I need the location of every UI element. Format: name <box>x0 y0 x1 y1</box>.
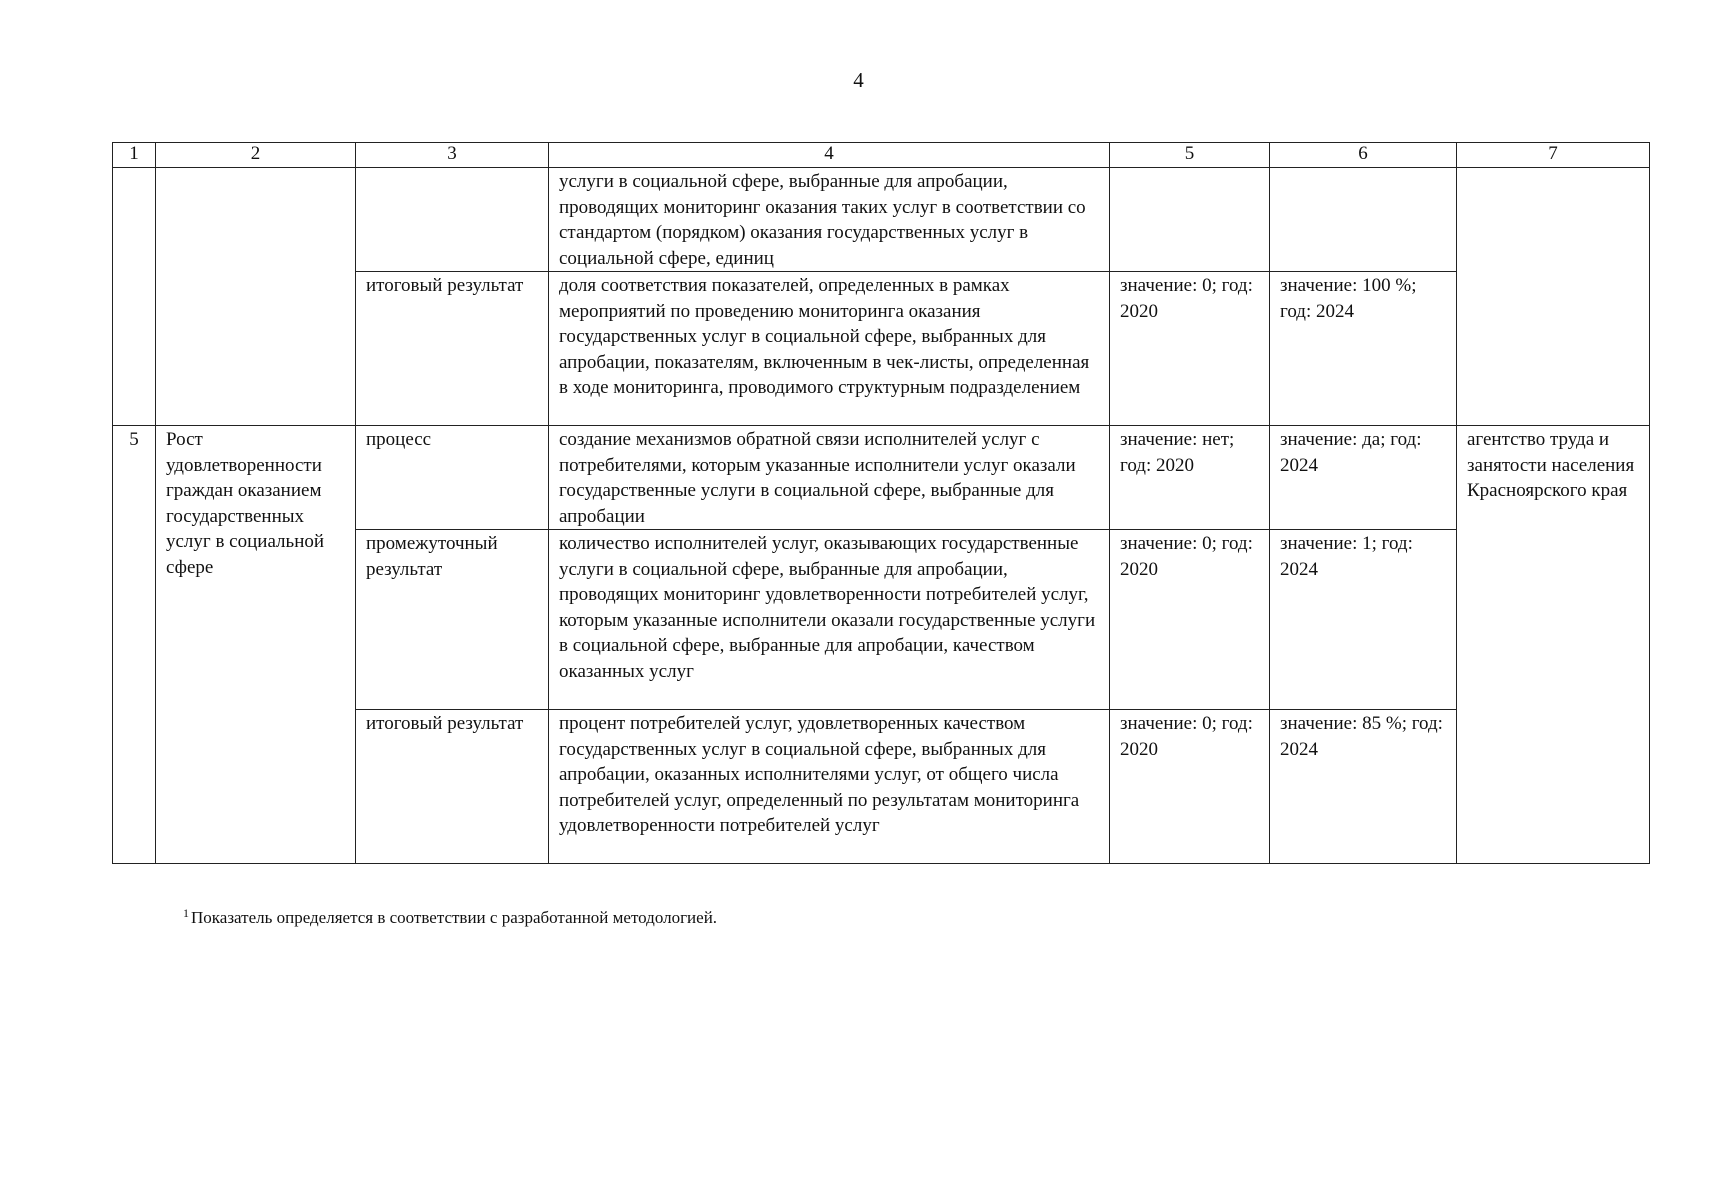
cell-base-value: значение: 0; год: 2020 <box>1110 710 1270 864</box>
header-row <box>113 143 1650 168</box>
indicators-table <box>112 142 1650 864</box>
footnote <box>183 906 717 928</box>
cell-target-value: значение: 100 %; год: 2024 <box>1270 272 1457 426</box>
footnote-marker: 1 <box>183 906 189 920</box>
cell-target-value: значение: 1; год: 2024 <box>1270 530 1457 710</box>
cell-stage: итоговый результат <box>356 710 549 864</box>
cell-stage: процесс <box>356 426 549 530</box>
page-number: 4 <box>853 68 864 92</box>
footnote-text: Показатель определяется в соответствии с разработанной методологией. <box>191 908 718 927</box>
cell-indicator: доля соответствия показателей, определенных в рамках мероприятий по проведению мониторинга оказания государственных услуг в социальной сфере, выбранных для апробации, показателям, включенным в чек-листы, определенная в ходе мониторинга, проводимого структурным подразделением <box>549 272 1110 426</box>
cell-indicator: услуги в социальной сфере, выбранные для апробации, проводящих мониторинг оказания таких услуг в соответствии со стандартом (порядком) оказания государственных услуг в социальной сфере, единиц <box>549 168 1110 272</box>
cell-indicator: процент потребителей услуг, удовлетворенных качеством государственных услуг в социальной сфере, выбранных для апробации, оказанных исполнителями услуг, от общего числа потребителей услуг, определенный по результатам мониторинга удовлетворенности потребителей услуг <box>549 710 1110 864</box>
column-header-3: 3 <box>356 143 549 168</box>
cell-base-value: значение: 0; год: 2020 <box>1110 530 1270 710</box>
cell-number: 5 <box>113 426 156 864</box>
cell-responsible-continued <box>1457 168 1650 426</box>
cell-indicator: создание механизмов обратной связи исполнителей услуг с потребителями, которым указанные исполнители услуг оказали государственные услуги в социальной сфере, выбранные для апробации <box>549 426 1110 530</box>
cell-stage: промежуточный результат <box>356 530 549 710</box>
column-header-2: 2 <box>156 143 356 168</box>
cell-responsible: агентство труда и занятости населения Красноярского края <box>1457 426 1650 864</box>
column-header-6: 6 <box>1270 143 1457 168</box>
cell-stage <box>356 168 549 272</box>
cell-base-value: значение: 0; год: 2020 <box>1110 272 1270 426</box>
cell-stage: итоговый результат <box>356 272 549 426</box>
cell-target-value: значение: 85 %; год: 2024 <box>1270 710 1457 864</box>
column-header-4: 4 <box>549 143 1110 168</box>
cell-base-value <box>1110 168 1270 272</box>
column-header-5: 5 <box>1110 143 1270 168</box>
column-header-7: 7 <box>1457 143 1650 168</box>
cell-task-continued <box>156 168 356 426</box>
table-row <box>113 168 1650 272</box>
cell-base-value: значение: нет; год: 2020 <box>1110 426 1270 530</box>
cell-indicator: количество исполнителей услуг, оказывающих государственные услуги в социальной сфере, выбранные для апробации, проводящих мониторинг удовлетворенности потребителей услуг, которым указанные исполнители оказали государственные услуги в социальной сфере, выбранные для апробации, качеством оказанных услуг <box>549 530 1110 710</box>
cell-target-value <box>1270 168 1457 272</box>
column-header-1: 1 <box>113 143 156 168</box>
cell-task: Рост удовлетворенности граждан оказанием государственных услуг в социальной сфере <box>156 426 356 864</box>
cell-number-continued <box>113 168 156 426</box>
cell-target-value: значение: да; год: 2024 <box>1270 426 1457 530</box>
table-row <box>113 426 1650 530</box>
